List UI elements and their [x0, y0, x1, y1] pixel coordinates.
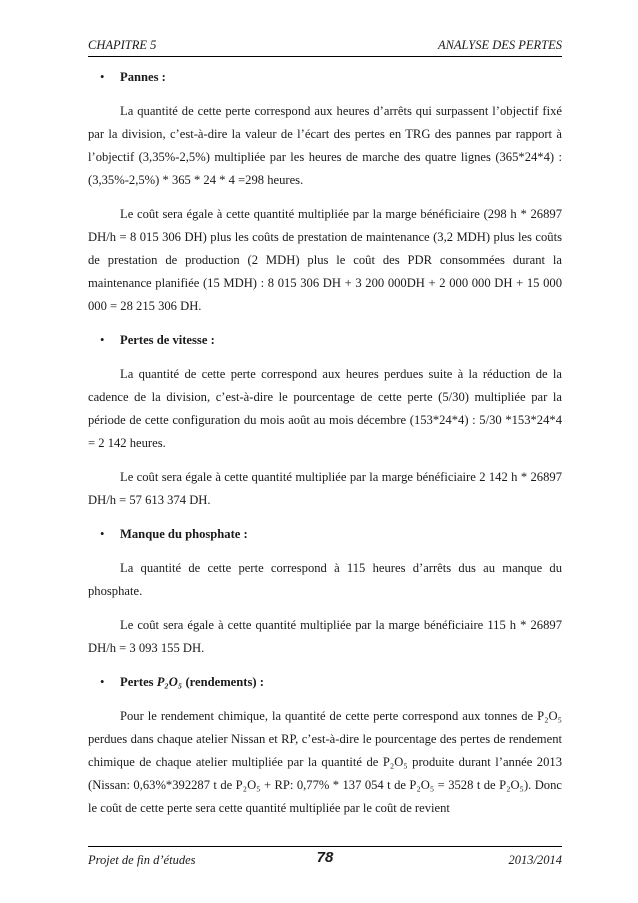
heading-pannes	[88, 66, 562, 89]
chapter-label: CHAPITRE 5	[88, 38, 157, 52]
bullet-icon: •	[100, 70, 105, 84]
heading-vitesse	[88, 329, 562, 352]
footer-year: 2013/2014	[508, 853, 562, 867]
paragraph: Pour le rendement chimique, la quantité de cette perte correspond aux tonnes de P₂O₅ perdues dans chaque atelier Nissan et RP, c’est-à-dire le pourcentage des pertes de rendement chimique de chaque atelier multipliée par la quantité de P₂O₅ produite durant l’année 2013 (Nissan: 0,63%*392287 t de P₂O₅ + RP: 0,77% * 137 054 t de P₂O₅ = 3528 t de P₂O₅). Donc le coût de cette perte sera cette quantité multipliée par le coût de revient	[88, 709, 562, 815]
heading-text: Manque du phosphate :	[120, 527, 248, 541]
bullet-icon: •	[100, 333, 105, 347]
heading-formula: P₂O₅	[156, 675, 183, 689]
heading-text: Pannes :	[120, 70, 166, 84]
page-footer	[88, 846, 562, 871]
heading-text: Pertes	[120, 675, 154, 689]
page-header	[88, 36, 562, 57]
page-body	[88, 66, 562, 831]
page-number: 78	[316, 849, 334, 866]
paragraph: Le coût sera égale à cette quantité multipliée par la marge bénéficiaire (298 h * 26897 DH/h = 8 015 306 DH) plus les coûts de prestation de maintenance (3,2 MDH) plus les coûts de prestation de production (2 MDH) plus le coût des PDR consommées durant la maintenance planifiée (15 MDH) : 8 015 306 DH + 3 200 000DH + 2 000 000 DH + 15 000 000 = 28 215 306 DH.	[88, 207, 562, 313]
section-label: ANALYSE DES PERTES	[437, 38, 562, 52]
bullet-icon: •	[100, 675, 105, 689]
heading-phosphate	[88, 523, 562, 546]
footer-project-label: Projet de fin d’études	[88, 853, 196, 867]
heading-text: Pertes de vitesse :	[120, 333, 215, 347]
paragraph: La quantité de cette perte correspond aux heures d’arrêts qui surpassent l’objectif fixé par la division, c’est-à-dire la valeur de l’écart des pertes en TRG des pannes par rapport à l’objectif (3,35%-2,5%) multipliée par les heures de marche des quatre lignes (365*24*4) : (3,35%-2,5%) * 365 * 24 * 4 =298 heures.	[88, 104, 562, 187]
paragraph: La quantité de cette perte correspond aux heures perdues suite à la réduction de la cadence de la division, c’est-à-dire le pourcentage de cette perte (5/30) multipliée par la période de cette configuration du mois août au mois décembre (153*24*4) : 5/30 *153*24*4 = 2 142 heures.	[88, 367, 562, 450]
paragraph: La quantité de cette perte correspond à 115 heures d’arrêts dus au manque du phosphate.	[88, 561, 562, 598]
heading-p2o5	[88, 671, 562, 694]
paragraph: Le coût sera égale à cette quantité multipliée par la marge bénéficiaire 115 h * 26897 DH/h = 3 093 155 DH.	[88, 618, 562, 655]
paragraph: Le coût sera égale à cette quantité multipliée par la marge bénéficiaire 2 142 h * 26897 DH/h = 57 613 374 DH.	[88, 470, 562, 507]
bullet-icon: •	[100, 527, 105, 541]
heading-text: (rendements) :	[185, 675, 264, 689]
